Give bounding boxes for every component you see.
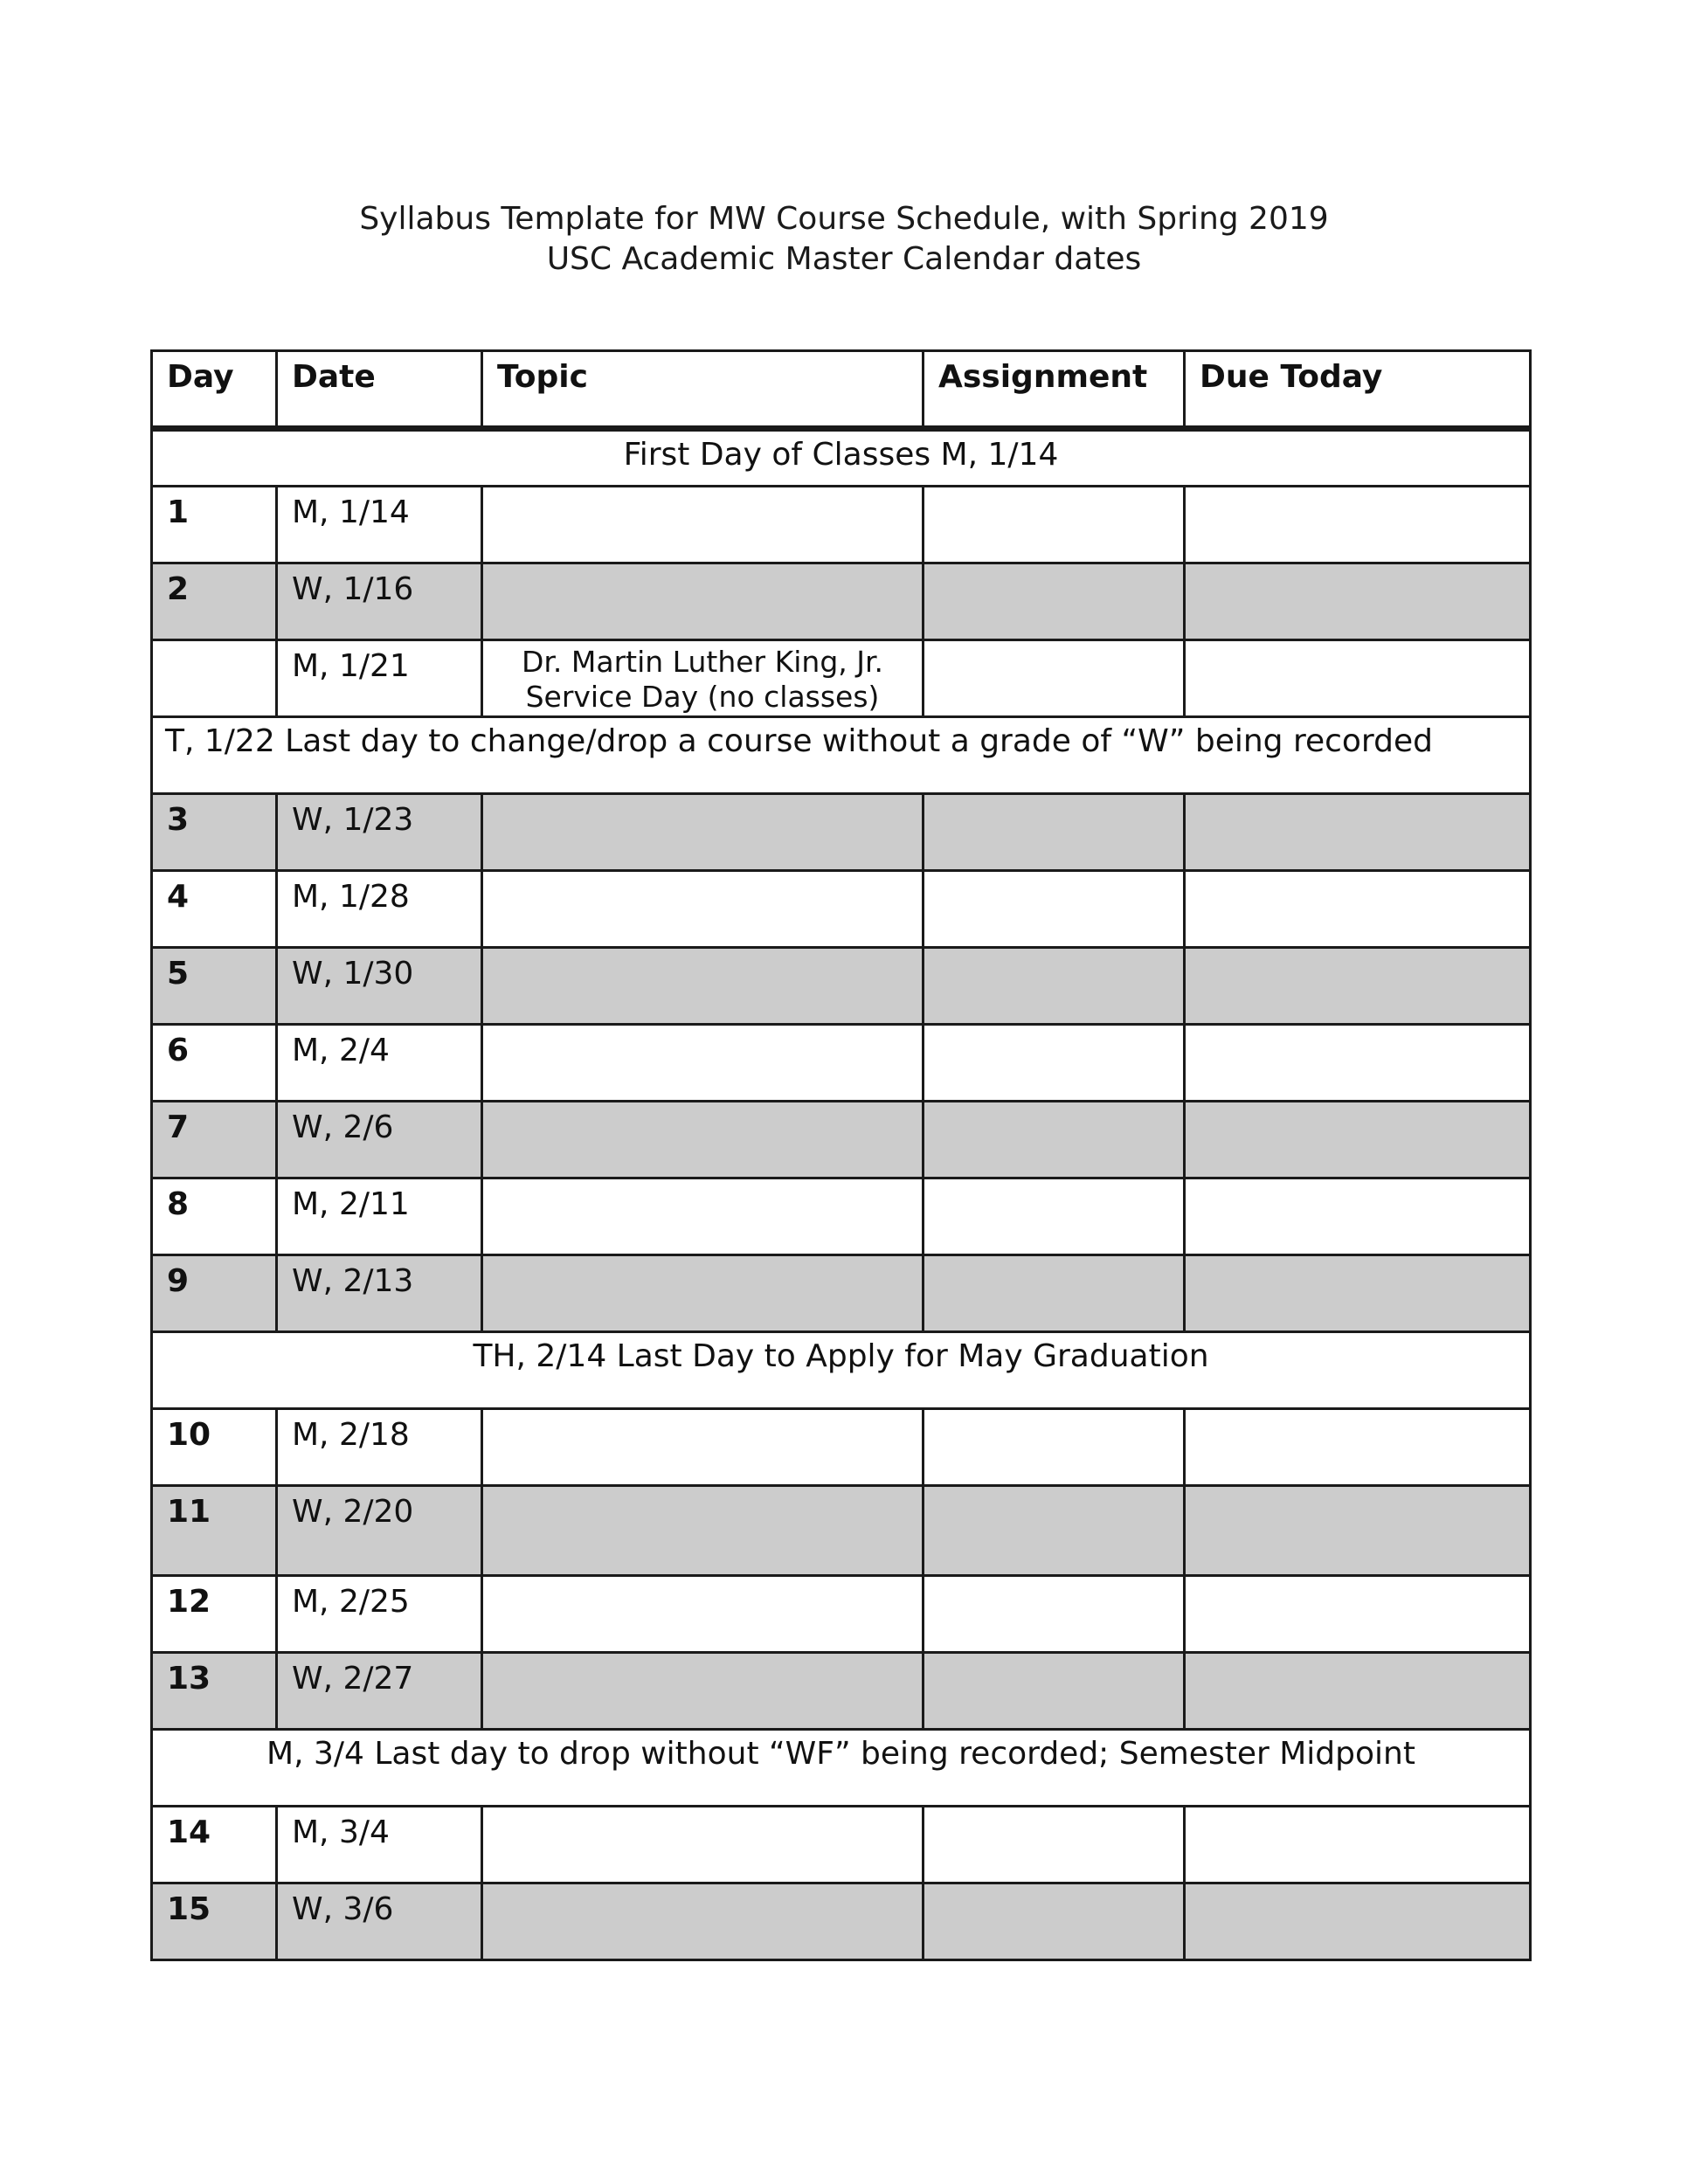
date-cell: M, 2/4 <box>277 1025 482 1102</box>
due-today-cell[interactable] <box>1185 871 1531 948</box>
assignment-cell[interactable] <box>924 1025 1185 1102</box>
due-today-cell[interactable] <box>1185 1653 1531 1730</box>
table-row <box>152 1653 1531 1730</box>
date-cell: M, 2/18 <box>277 1409 482 1486</box>
day-cell: 10 <box>152 1409 277 1486</box>
due-today-cell[interactable] <box>1185 1576 1531 1653</box>
assignment-cell[interactable] <box>924 640 1185 717</box>
note-first-day: First Day of Classes M, 1/14 <box>152 429 1531 487</box>
date-cell: W, 1/23 <box>277 794 482 871</box>
assignment-cell[interactable] <box>924 1102 1185 1178</box>
topic-cell[interactable] <box>482 1025 924 1102</box>
table-row <box>152 1807 1531 1883</box>
day-cell: 4 <box>152 871 277 948</box>
day-cell: 2 <box>152 563 277 640</box>
due-today-cell[interactable] <box>1185 1883 1531 1960</box>
day-cell: 1 <box>152 487 277 563</box>
assignment-cell[interactable] <box>924 1576 1185 1653</box>
topic-cell[interactable] <box>482 1178 924 1255</box>
note-row-drop-change <box>152 717 1531 794</box>
note-row-first-day <box>152 429 1531 487</box>
due-today-cell[interactable] <box>1185 1409 1531 1486</box>
header-row <box>152 351 1531 429</box>
due-today-cell[interactable] <box>1185 1178 1531 1255</box>
table-row <box>152 1178 1531 1255</box>
table-row <box>152 948 1531 1025</box>
topic-cell[interactable] <box>482 1807 924 1883</box>
due-today-cell[interactable] <box>1185 794 1531 871</box>
note-midpoint: M, 3/4 Last day to drop without “WF” being recorded; Semester Midpoint <box>152 1730 1531 1807</box>
title-line-1: Syllabus Template for MW Course Schedule, with Spring 2019 <box>359 201 1329 237</box>
document-title <box>0 199 1688 280</box>
topic-cell[interactable] <box>482 871 924 948</box>
topic-cell[interactable] <box>482 1653 924 1730</box>
table-row <box>152 1883 1531 1960</box>
day-cell: 15 <box>152 1883 277 1960</box>
note-row-graduation <box>152 1332 1531 1409</box>
topic-cell[interactable] <box>482 794 924 871</box>
topic-cell[interactable] <box>482 1883 924 1960</box>
day-cell <box>152 640 277 717</box>
day-cell: 3 <box>152 794 277 871</box>
topic-cell[interactable] <box>482 1576 924 1653</box>
topic-cell[interactable] <box>482 1409 924 1486</box>
header-due-today: Due Today <box>1185 351 1531 429</box>
date-cell: W, 2/20 <box>277 1486 482 1576</box>
date-cell: W, 2/27 <box>277 1653 482 1730</box>
date-cell: W, 1/16 <box>277 563 482 640</box>
table-row <box>152 1025 1531 1102</box>
date-cell: M, 2/11 <box>277 1178 482 1255</box>
table-row <box>152 1486 1531 1576</box>
table-row <box>152 487 1531 563</box>
table-row <box>152 1255 1531 1332</box>
day-cell: 8 <box>152 1178 277 1255</box>
note-graduation: TH, 2/14 Last Day to Apply for May Graduation <box>152 1332 1531 1409</box>
table-row <box>152 1102 1531 1178</box>
due-today-cell[interactable] <box>1185 1025 1531 1102</box>
topic-cell[interactable] <box>482 1102 924 1178</box>
date-cell: W, 3/6 <box>277 1883 482 1960</box>
day-cell: 11 <box>152 1486 277 1576</box>
title-line-2: USC Academic Master Calendar dates <box>546 241 1142 277</box>
day-cell: 5 <box>152 948 277 1025</box>
holiday-line-1: Dr. Martin Luther King, Jr. <box>521 645 884 679</box>
course-schedule-table <box>150 349 1532 1961</box>
assignment-cell[interactable] <box>924 948 1185 1025</box>
topic-cell-holiday <box>482 640 924 717</box>
table-row <box>152 1409 1531 1486</box>
assignment-cell[interactable] <box>924 1883 1185 1960</box>
topic-cell[interactable] <box>482 948 924 1025</box>
table-row <box>152 1576 1531 1653</box>
assignment-cell[interactable] <box>924 1255 1185 1332</box>
day-cell: 14 <box>152 1807 277 1883</box>
assignment-cell[interactable] <box>924 794 1185 871</box>
topic-cell[interactable] <box>482 1255 924 1332</box>
date-cell: M, 2/25 <box>277 1576 482 1653</box>
topic-cell[interactable] <box>482 563 924 640</box>
header-date: Date <box>277 351 482 429</box>
date-cell: M, 3/4 <box>277 1807 482 1883</box>
assignment-cell[interactable] <box>924 1653 1185 1730</box>
header-day: Day <box>152 351 277 429</box>
header-assignment: Assignment <box>924 351 1185 429</box>
assignment-cell[interactable] <box>924 1807 1185 1883</box>
table-row <box>152 563 1531 640</box>
date-cell: W, 2/13 <box>277 1255 482 1332</box>
note-row-midpoint <box>152 1730 1531 1807</box>
day-cell: 9 <box>152 1255 277 1332</box>
topic-cell[interactable] <box>482 487 924 563</box>
assignment-cell[interactable] <box>924 487 1185 563</box>
day-cell: 13 <box>152 1653 277 1730</box>
assignment-cell[interactable] <box>924 871 1185 948</box>
date-cell: M, 1/28 <box>277 871 482 948</box>
date-cell: W, 1/30 <box>277 948 482 1025</box>
due-today-cell[interactable] <box>1185 487 1531 563</box>
table-row <box>152 794 1531 871</box>
assignment-cell[interactable] <box>924 1409 1185 1486</box>
due-today-cell[interactable] <box>1185 948 1531 1025</box>
table-row-holiday <box>152 640 1531 717</box>
assignment-cell[interactable] <box>924 1178 1185 1255</box>
date-cell: M, 1/21 <box>277 640 482 717</box>
due-today-cell[interactable] <box>1185 1255 1531 1332</box>
note-drop-change: T, 1/22 Last day to change/drop a course without a grade of “W” being recorded <box>152 717 1531 794</box>
day-cell: 7 <box>152 1102 277 1178</box>
day-cell: 6 <box>152 1025 277 1102</box>
table-row <box>152 871 1531 948</box>
due-today-cell[interactable] <box>1185 1486 1531 1576</box>
due-today-cell[interactable] <box>1185 640 1531 717</box>
due-today-cell[interactable] <box>1185 563 1531 640</box>
due-today-cell[interactable] <box>1185 1807 1531 1883</box>
assignment-cell[interactable] <box>924 563 1185 640</box>
due-today-cell[interactable] <box>1185 1102 1531 1178</box>
assignment-cell[interactable] <box>924 1486 1185 1576</box>
holiday-line-2: Service Day (no classes) <box>525 680 880 714</box>
day-cell: 12 <box>152 1576 277 1653</box>
date-cell: W, 2/6 <box>277 1102 482 1178</box>
header-topic: Topic <box>482 351 924 429</box>
topic-cell[interactable] <box>482 1486 924 1576</box>
date-cell: M, 1/14 <box>277 487 482 563</box>
